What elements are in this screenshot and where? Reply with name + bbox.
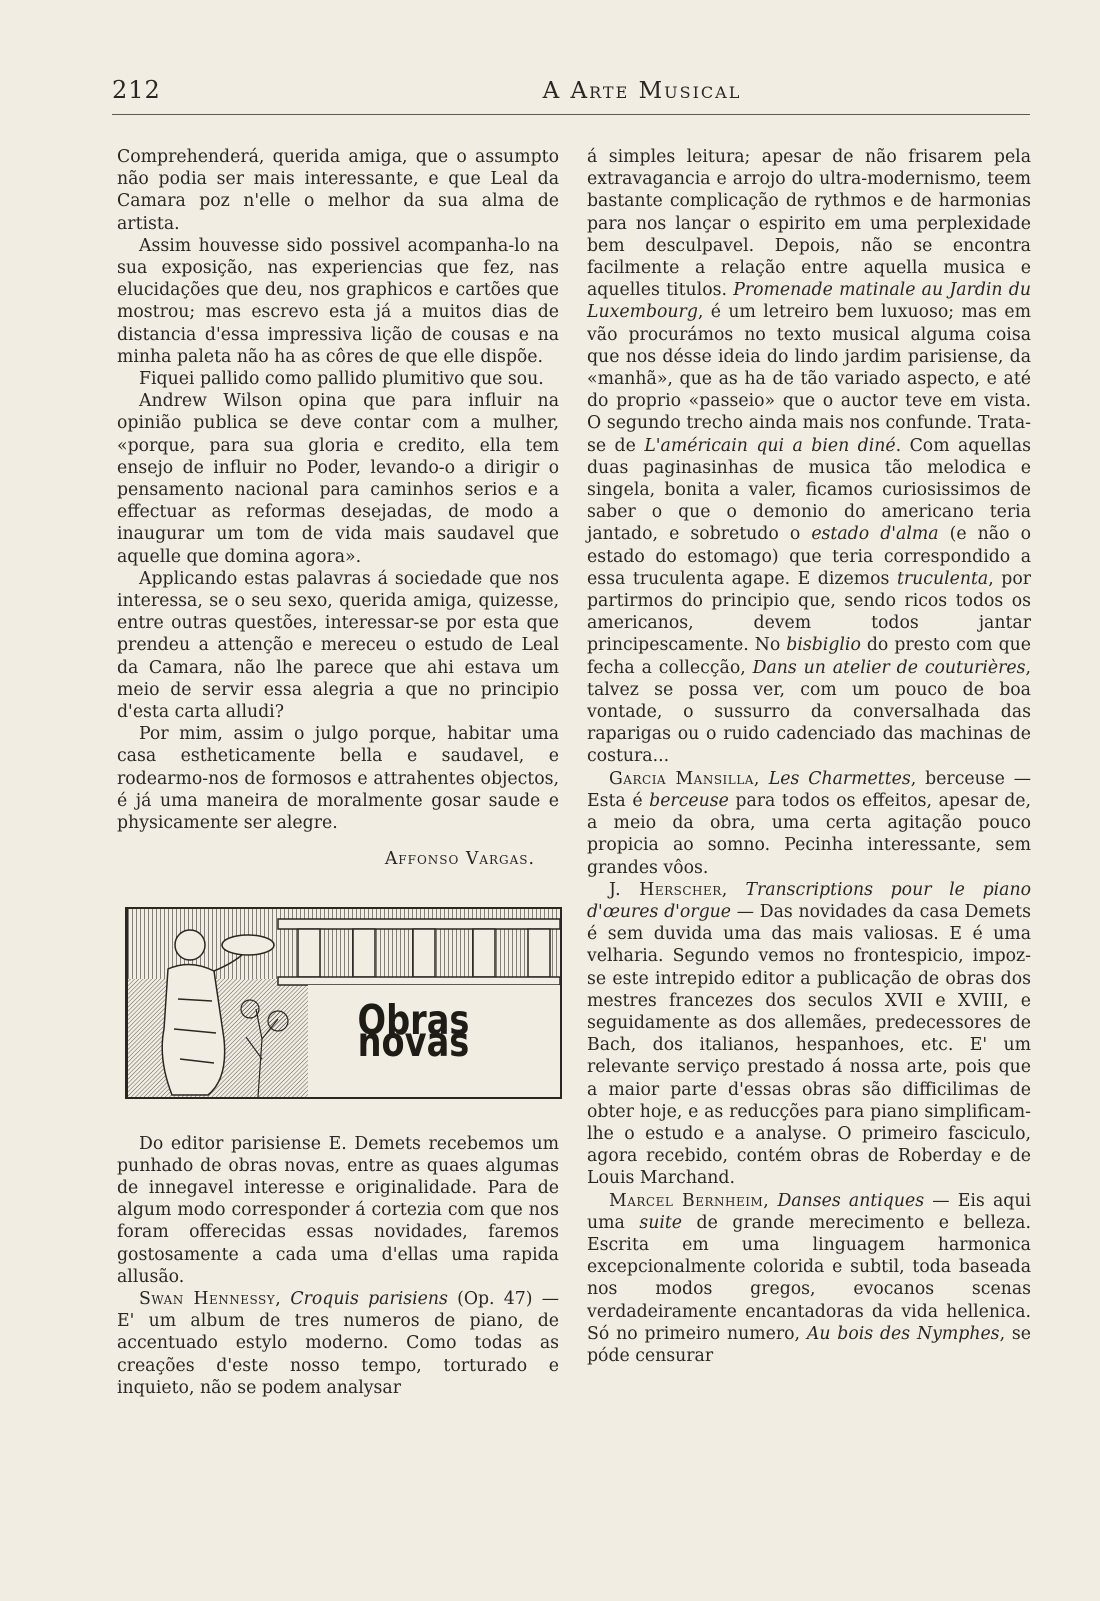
composer-name: Marcel Bernheim, — [609, 1190, 770, 1211]
review-entry — [587, 879, 1031, 1190]
work-title: Au bois des Nymphes — [806, 1323, 1000, 1344]
paragraph: Andrew Wilson opina que para influir na opinião publica se deve contar com a mulher, «porque, para sua gloria e credito, ella tem ensejo de influir no Poder, levando-o a dirigir o pensamento nacional para caminhos serios e a effectuar as reformas desejadas, de modo a inaugurar um tom de vida mais saudavel que aquelle que domina agora». — [117, 391, 559, 567]
paragraph: Do editor parisiense E. Demets recebemos um punhado de obras novas, entre as quaes algumas de innegavel interesse e originalidade. Para de algum modo corresponder á cortezia com que nos foram offerecidas essas novidades, faremos gostosamente a cada uma d'ellas uma rapida allusão. — [117, 1133, 559, 1287]
emphasis: berceuse — [649, 790, 729, 811]
section-title: Obras novas — [357, 995, 470, 1066]
review-text: (Op. 47) — E' um album de tres numeros de piano, de accentuado estylo moderno. Como todas as creações d'este nosso tempo, torturado e inquieto, não se podem analysar — [117, 1288, 559, 1398]
author-signature: Affonso Vargas. — [384, 849, 535, 870]
text-run: . Com aquellas duas paginasinhas de musica tão melodica e singela, bonita a valer, ficamos curiosissimos de saber o que o demonio do americano teria jantado, e sobretudo o — [587, 435, 1031, 545]
paragraph: Por mim, assim o julgo porque, habitar uma casa estheticamente bella e saudavel, e rodearmo-nos de formosos e attrahentes objectos, é já uma maneira de moralmente gosar saude e physicamente ser alegre. — [117, 724, 559, 834]
composer-name: Garcia Mansilla, — [609, 768, 760, 789]
emphasis: suite — [639, 1212, 683, 1233]
paragraph: Fiquei pallido como pallido plumitivo que sou. — [139, 369, 544, 390]
running-header — [112, 74, 1030, 115]
work-title: Promenade matinale au Jardin du Luxembourg — [587, 280, 1031, 323]
paragraph: Assim houvesse sido possivel acompanha-lo na sua exposição, nas experiencias que fez, nas elucidações que deu, nos graphicos e cartões que mostrou; mas escrevo esta já a muitos dias de distancia d'essa impressiva lição de cousas e na minha paleta não ha as côres de que elle dispõe. — [117, 235, 559, 367]
banner-illustration — [128, 909, 560, 1097]
text-run: , berceuse — Esta é — [587, 768, 1031, 811]
paragraph: Applicando estas palavras á sociedade que nos interessa, se o seu sexo, querida amiga, quizesse, entre outras questões, interessar-se por esta que prendeu a attenção e mereceu o estudo de Leal da Camara, não lhe parece que ahi estava um meio de servir essa alegria a que no principio d'esta carta alludi? — [117, 568, 559, 723]
journal-title: A Arte Musical — [542, 78, 742, 104]
text-run: , é um letreiro bem luxuoso; mas em vão procurámos no texto musical alguma coisa que nos désse ideia do lindo jardim parisiense, da «manhã», que as ha de tão variado aspecto, e até do proprio «passeio» que o auctor teve em vista. O segundo trecho ainda mais nos confunde. Trata-se de — [587, 302, 1031, 456]
composer-name: J. Herscher, — [609, 879, 728, 900]
text-run: (e não o estado do estomago) que teria correspondido a essa truculenta agape. E dizemos — [587, 524, 1031, 589]
paragraph — [587, 146, 1031, 768]
emphasis: truculenta — [896, 568, 989, 589]
paragraph: Comprehenderá, querida amiga, que o assumpto não podia ser mais interessante, e que Leal da Camara poz n'elle o melhor da sua alma de artista. — [117, 147, 559, 234]
text-run: , por partirmos do principio que, sendo ricos todos os americanos, devem todos jantar principescamente. No — [587, 568, 1032, 656]
work-title: Croquis parisiens — [290, 1288, 448, 1309]
work-title: Danses antiques — [777, 1190, 925, 1211]
work-title: Dans un atelier de couturières — [752, 657, 1026, 678]
emphasis: bisbiglio — [786, 635, 861, 656]
emphasis: estado d'alma — [811, 524, 939, 545]
text-run: de grande merecimento e belleza. Escrita em uma linguagem harmonica excepcionalmente colorida e subtil, toda baseada nos modos gregos, evocanos scenas verdadeiramente encantadoras da vida hellenica. Só no primeiro numero, — [587, 1212, 1031, 1344]
left-column — [117, 146, 559, 1399]
text-run: — Eis aqui uma — [587, 1190, 1031, 1233]
work-title: L'américain qui a bien diné — [644, 435, 896, 456]
text-run: á simples leitura; apesar de não frisarem pela extravagancia e arrojo do ultra-modernismo, teem bastante complicação de rythmos e de harmonias para nos lançar o espirito em uma perplexidade bem desculpavel. Depois, não se encontra facilmente a relação entre aquella musica e aquelles titulos. — [587, 147, 1031, 301]
text-run: , talvez se possa ver, com um pouco de boa vontade, o sussurro da conversalhada das raparigas ou o ruido cadenciado das machinas de costura... — [587, 657, 1031, 767]
work-title: Les Charmettes — [768, 768, 911, 789]
text-run: para todos os effeitos, apesar de, a meio da obra, uma certa agitação pouco propicia ao somno. Pecinha interessante, sem grandes vôos. — [587, 790, 1031, 878]
review-entry — [587, 1190, 1031, 1368]
review-entry — [117, 1288, 559, 1399]
obras-novas-banner — [125, 907, 562, 1099]
text-run: , se póde censurar — [587, 1323, 1031, 1366]
text-run: do presto com que fecha a collecção, — [587, 635, 1031, 678]
page-number: 212 — [112, 76, 161, 104]
text-run: — Das novidades da casa Demets é sem duvida uma das mais valiosas. E é uma velharia. Segundo vemos no frontespicio, impoz-se este intrepido editor a publicação de obras dos mestres francezes dos seculos XVII e XVIII, e seguidamente as dos allemães, predecessores de Bach, dos italianos, hespanhoes, etc. E' um relevante serviço prestado á nossa arte, pois que a maior parte d'essas obras são difficilimas de obter hoje, e as reducções para piano simplificam-lhe o estudo e a analyse. O primeiro fasciculo, agora recebido, contém obras de Roberday e de Louis Marchand. — [587, 901, 1031, 1189]
right-column — [587, 146, 1031, 1367]
review-entry — [587, 768, 1031, 879]
composer-name: Swan Hennessy, — [139, 1288, 282, 1309]
work-title: Transcriptions pour le piano d'œures d'orgue — [587, 879, 1031, 922]
